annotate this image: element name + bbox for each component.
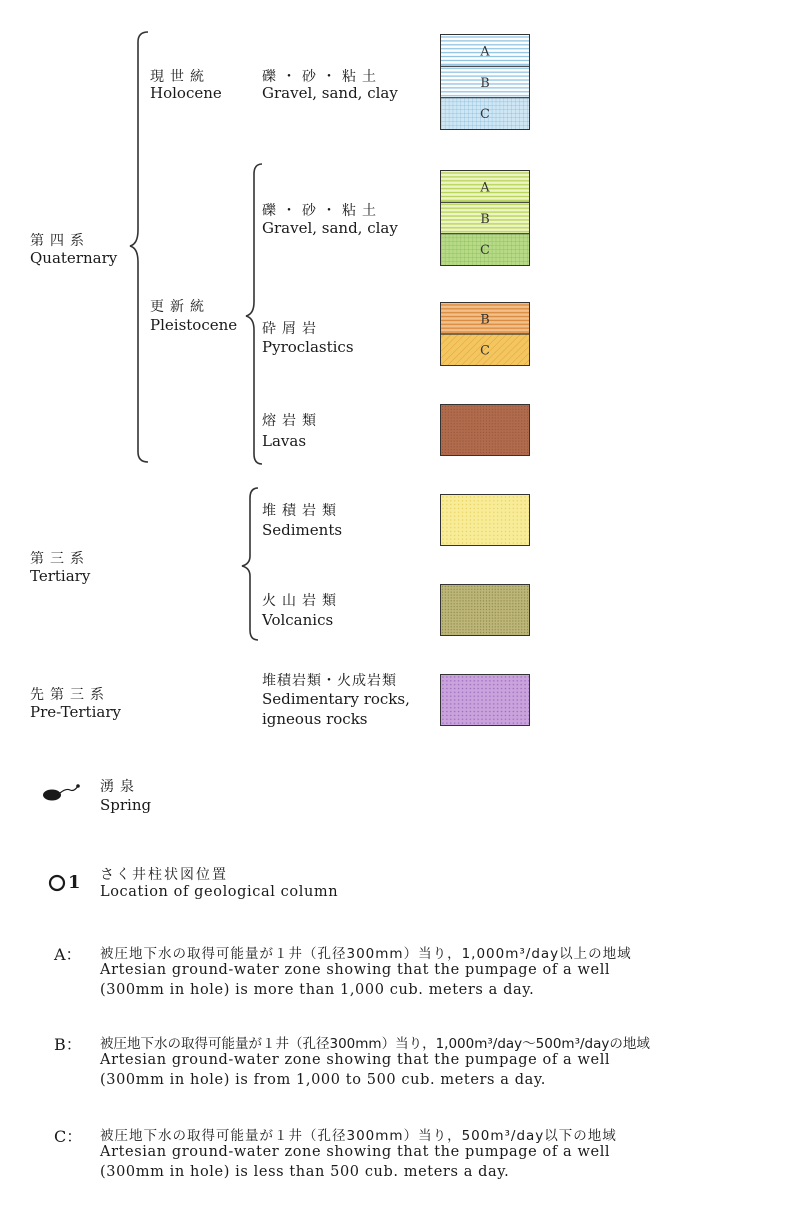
pyroclastics-en: Pyroclastics xyxy=(262,338,354,356)
note-b-en1: Artesian ground-water zone showing that the pumpage of a well xyxy=(100,1052,611,1068)
pyroclastics-jp: 砕屑岩 xyxy=(262,321,322,337)
tertiary-en: Tertiary xyxy=(30,567,91,585)
holocene-en: Holocene xyxy=(150,84,222,102)
column-jp: さく井柱状図位置 xyxy=(100,867,228,883)
note-b-en2: (300mm in hole) is from 1,000 to 500 cub. meters a day. xyxy=(100,1072,546,1088)
column-marker-number: 1 xyxy=(68,872,81,893)
holocene-label-a: A xyxy=(480,43,490,59)
holocene-label-b: B xyxy=(480,74,490,90)
note-a-en1: Artesian ground-water zone showing that the pumpage of a well xyxy=(100,962,611,978)
sediments-en: Sediments xyxy=(262,521,343,539)
volcanics-jp: 火山岩類 xyxy=(262,593,342,609)
quaternary-brace xyxy=(128,30,152,466)
pyro-label-b: B xyxy=(480,311,490,327)
lavas-swatch xyxy=(440,404,530,456)
pleist-gravel-jp: 礫・砂・粘土 xyxy=(262,203,382,219)
sed-igneous-en1: Sedimentary rocks, xyxy=(262,690,410,708)
spring-icon xyxy=(42,780,82,804)
spring-en: Spring xyxy=(100,796,152,814)
pleist-label-b: B xyxy=(480,210,490,226)
volcanics-swatch xyxy=(440,584,530,636)
note-c-jp: 被圧地下水の取得可能量が１井（孔径300mm）当り，500m³/day以下の地域 xyxy=(100,1128,617,1144)
lavas-jp: 熔岩類 xyxy=(262,413,322,429)
note-a-letter: A： xyxy=(54,945,82,964)
note-c-en1: Artesian ground-water zone showing that the pumpage of a well xyxy=(100,1144,611,1160)
tertiary-jp: 第三系 xyxy=(30,551,90,567)
lavas-en: Lavas xyxy=(262,432,307,450)
note-c-en2: (300mm in hole) is less than 500 cub. meters a day. xyxy=(100,1164,510,1180)
pre-tertiary-swatch xyxy=(440,674,530,726)
quaternary-en: Quaternary xyxy=(30,249,118,267)
pyro-label-c: C xyxy=(480,342,490,358)
pleist-gravel-en: Gravel, sand, clay xyxy=(262,219,398,237)
pre-tertiary-jp: 先第三系 xyxy=(30,687,110,703)
holocene-litho-jp: 礫・砂・粘土 xyxy=(262,69,382,85)
spring-jp: 湧泉 xyxy=(100,779,140,795)
sed-igneous-en2: igneous rocks xyxy=(262,710,368,728)
holocene-swatch xyxy=(440,34,530,130)
note-b-jp: 被圧地下水の取得可能量が１井（孔径300mm）当り，1,000m³/day～500m³/dayの地域 xyxy=(100,1036,650,1052)
volcanics-en: Volcanics xyxy=(262,611,334,629)
quaternary-jp: 第四系 xyxy=(30,233,90,249)
sediments-jp: 堆積岩類 xyxy=(262,503,342,519)
pleist-label-a: A xyxy=(480,179,490,195)
note-a-jp: 被圧地下水の取得可能量が１井（孔径300mm）当り，1,000m³/day以上の地域 xyxy=(100,946,632,962)
tertiary-brace xyxy=(240,486,262,642)
pre-tertiary-en: Pre-Tertiary xyxy=(30,703,121,721)
sediments-swatch xyxy=(440,494,530,546)
note-b-letter: B： xyxy=(54,1035,82,1054)
pleist-label-c: C xyxy=(480,242,490,258)
sed-igneous-jp: 堆積岩類・火成岩類 xyxy=(262,673,397,689)
circle-icon xyxy=(48,874,66,892)
pleistocene-en: Pleistocene xyxy=(150,316,238,334)
note-a-en2: (300mm in hole) is more than 1,000 cub. meters a day. xyxy=(100,982,535,998)
pyroclastics-swatch xyxy=(440,302,530,366)
holocene-label-c: C xyxy=(480,106,490,122)
holocene-jp: 現世統 xyxy=(150,69,210,85)
note-c-letter: C： xyxy=(54,1127,83,1146)
column-en: Location of geological column xyxy=(100,884,339,900)
pleist-gravel-swatch xyxy=(440,170,530,266)
holocene-litho-en: Gravel, sand, clay xyxy=(262,84,398,102)
pleistocene-jp: 更新統 xyxy=(150,299,210,315)
